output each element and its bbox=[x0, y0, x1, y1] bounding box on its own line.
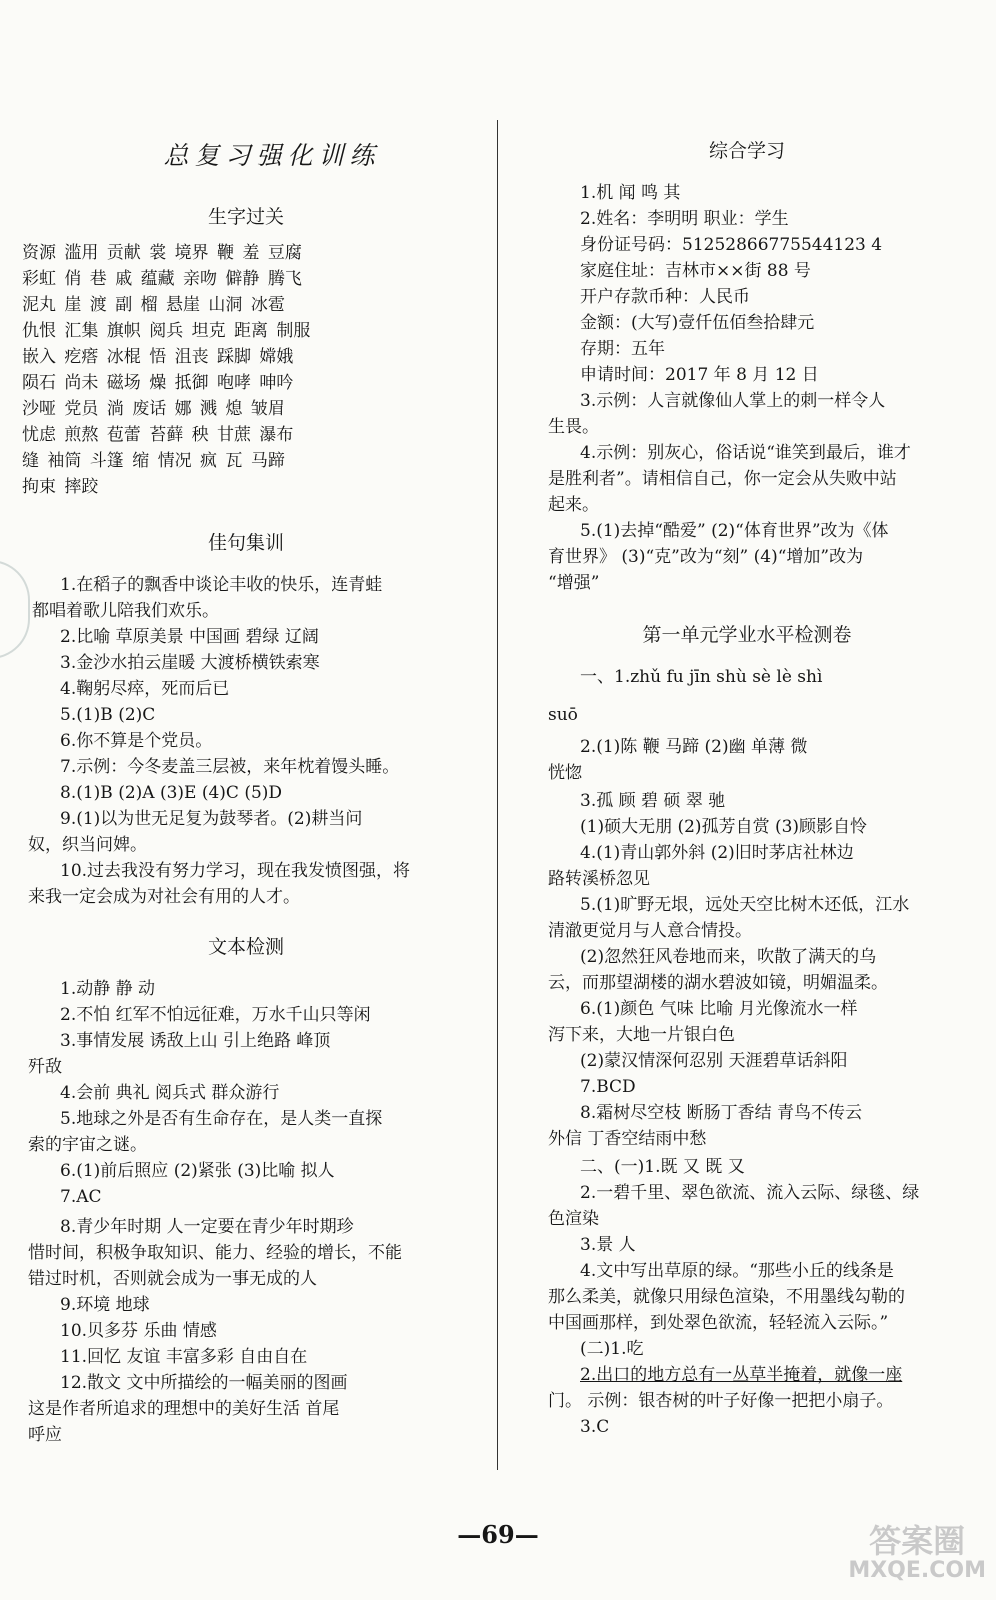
answer-line: 来我一定会成为对社会有用的人才。 bbox=[28, 887, 300, 907]
answer-line: 泻下来，大地一片银白色 bbox=[548, 1025, 735, 1045]
answer-line: 云，而那望湖楼的湖水碧波如镜，明媚温柔。 bbox=[548, 973, 888, 993]
answer-line-underlined: 2.出口的地方总有一丛草半掩着，就像一座 bbox=[580, 1365, 903, 1385]
answer-line: 3.景 人 bbox=[580, 1235, 636, 1255]
answer-line: 1.动静 静 动 bbox=[60, 979, 156, 999]
answer-line: 7.示例：今冬麦盖三层被，来年枕着馒头睡。 bbox=[60, 757, 400, 777]
chars-row: 嵌入 疙瘩 冰棍 悟 沮丧 踩脚 嫦娥 bbox=[22, 347, 294, 367]
answer-line: “增强” bbox=[548, 573, 600, 593]
answer-line: 5.地球之外是否有生命存在，是人类一直探 bbox=[60, 1109, 383, 1129]
page-title: 总复习强化训练 bbox=[163, 141, 381, 170]
answer-line: 5.(1)B (2)C bbox=[60, 705, 156, 725]
section-heading-shengzi: 生字过关 bbox=[207, 206, 284, 228]
answer-line: 是胜利者”。请相信自己，你一定会从失败中站 bbox=[548, 469, 897, 489]
answer-line: 4.(1)青山郭外斜 (2)旧时茅店社林边 bbox=[580, 843, 854, 863]
answer-line: 那么柔美，就像只用绿色渲染，不用墨线勾勒的 bbox=[548, 1287, 905, 1307]
answer-line: 10.贝多芬 乐曲 情感 bbox=[60, 1321, 217, 1341]
answer-line: 4.会前 典礼 阅兵式 群众游行 bbox=[60, 1083, 280, 1103]
section-heading-jiance: 第一单元学业水平检测卷 bbox=[642, 624, 852, 646]
chars-row: 泥丸 崖 渡 副 榴 悬崖 山洞 冰雹 bbox=[22, 295, 285, 315]
chars-row: 资源 滥用 贡献 裳 境界 鞭 羞 豆腐 bbox=[22, 243, 302, 263]
answer-line: 7.BCD bbox=[580, 1077, 636, 1097]
answer-line: (2)蒙汉情深何忍别 天涯碧草话斜阳 bbox=[580, 1051, 848, 1071]
chars-row: 拘束 摔跤 bbox=[22, 477, 99, 497]
chars-row: 仇恨 汇集 旗帜 阅兵 坦克 距离 制服 bbox=[22, 321, 311, 341]
section-heading-wenben: 文本检测 bbox=[207, 936, 284, 958]
chars-row: 沙哑 党员 淌 废话 娜 溅 熄 皱眉 bbox=[22, 399, 285, 419]
answer-line: 12.散文 文中所描绘的一幅美丽的图画 bbox=[60, 1373, 348, 1393]
answer-line: 歼敌 bbox=[28, 1057, 62, 1077]
watermark-line: MXQE.COM bbox=[848, 1558, 986, 1583]
answer-line: 家庭住址：吉林市××街 88 号 bbox=[580, 261, 811, 281]
answer-line: 3.示例：人言就像仙人掌上的刺一样令人 bbox=[580, 391, 886, 411]
answer-line: 生畏。 bbox=[548, 417, 599, 437]
answer-line: 一、1.zhǔ fu jīn shù sè lè shì bbox=[580, 667, 823, 687]
answer-line: 6.(1)前后照应 (2)紧张 (3)比喻 拟人 bbox=[60, 1161, 335, 1181]
watermark bbox=[848, 1522, 986, 1586]
answer-line: 8.(1)B (2)A (3)E (4)C (5)D bbox=[60, 783, 283, 803]
answer-line: 2.姓名：李明明 职业：学生 bbox=[580, 209, 789, 229]
answer-line: 5.(1)去掉“酷爱” (2)“体育世界”改为《体 bbox=[580, 521, 889, 541]
chars-row: 缝 袖筒 斗篷 缩 情况 疯 瓦 马蹄 bbox=[22, 451, 285, 471]
answer-line: 二、(一)1.既 又 既 又 bbox=[580, 1157, 745, 1177]
page-number: —69— bbox=[457, 1520, 539, 1549]
answer-line: 8.霜树尽空枝 断肠丁香结 青鸟不传云 bbox=[580, 1103, 863, 1123]
answer-line: 4.文中写出草原的绿。“那些小丘的线条是 bbox=[580, 1261, 894, 1281]
answer-line: 错过时机，否则就会成为一事无成的人 bbox=[28, 1269, 317, 1289]
section-heading-zonghe: 综合学习 bbox=[708, 140, 785, 162]
answer-line: 6.(1)颜色 气味 比喻 月光像流水一样 bbox=[580, 999, 858, 1019]
answer-line: 这是作者所追求的理想中的美好生活 首尾 bbox=[28, 1399, 340, 1419]
chars-row: 彩虹 俏 巷 戚 蕴藏 亲吻 僻静 腾飞 bbox=[22, 269, 302, 289]
answer-line: 2.不怕 红军不怕远征难，万水千山只等闲 bbox=[60, 1005, 371, 1025]
answer-line: 3.金沙水拍云崖暖 大渡桥横铁索寒 bbox=[60, 653, 320, 673]
answer-line: 4.示例：别灰心，俗话说“谁笑到最后，谁才 bbox=[580, 443, 911, 463]
answer-line: 9.(1)以为世无足复为鼓琴者。(2)耕当问 bbox=[60, 809, 363, 829]
answer-line: 惜时间，积极争取知识、能力、经验的增长，不能 bbox=[28, 1243, 402, 1263]
answer-line: 奴，织当问婢。 bbox=[28, 835, 147, 855]
answer-line: 呼应 bbox=[28, 1425, 62, 1445]
answer-line: 4.鞠躬尽瘁，死而后已 bbox=[60, 679, 230, 699]
answer-line: 开户存款币种：人民币 bbox=[580, 287, 750, 307]
chars-row: 忧虑 煎熬 苞蕾 苔藓 秧 甘蔗 瀑布 bbox=[22, 425, 294, 445]
answer-line: 3.事情发展 诱敌上山 引上绝路 峰顶 bbox=[60, 1031, 331, 1051]
answer-line: 1.机 闻 鸣 其 bbox=[580, 183, 681, 203]
answer-line: 索的宇宙之谜。 bbox=[28, 1135, 147, 1155]
answer-line: 3.孤 顾 碧 硕 翠 驰 bbox=[580, 791, 726, 811]
answer-line: 10.过去我没有努力学习，现在我发愤图强，将 bbox=[60, 861, 411, 881]
answer-line: 起来。 bbox=[548, 495, 599, 515]
answer-line: (1)硕大无朋 (2)孤芳自赏 (3)顾影自怜 bbox=[580, 817, 868, 837]
answer-line: 恍惚 bbox=[548, 763, 582, 783]
answer-line: 外信 丁香空结雨中愁 bbox=[548, 1129, 707, 1149]
answer-line: 8.青少年时期 人一定要在青少年时期珍 bbox=[60, 1217, 354, 1237]
answer-line: 申请时间：2017 年 8 月 12 日 bbox=[580, 365, 819, 385]
answer-line: 2.比喻 草原美景 中国画 碧绿 辽阔 bbox=[60, 627, 319, 647]
answer-line: 都唱着歌儿陪我们欢乐。 bbox=[32, 601, 219, 621]
answer-line: 清澈更觉月与人意合情投。 bbox=[548, 921, 752, 941]
chars-block bbox=[22, 240, 310, 500]
answer-line: 色渲染 bbox=[548, 1209, 599, 1229]
answer-line: suō bbox=[548, 705, 578, 725]
answer-line: 2.(1)陈 鞭 马蹄 (2)幽 单薄 微 bbox=[580, 737, 808, 757]
chars-row: 陨石 尚未 磁场 燥 抵御 咆哮 呻吟 bbox=[22, 373, 294, 393]
answer-line: 9.环境 地球 bbox=[60, 1295, 150, 1315]
answer-line: 1.在稻子的飘香中谈论丰收的快乐，连青蛙 bbox=[60, 575, 383, 595]
answer-line: 11.回忆 友谊 丰富多彩 自由自在 bbox=[60, 1347, 308, 1367]
answer-line: 2.一碧千里、翠色欲流、流入云际、绿毯、绿 bbox=[580, 1183, 920, 1203]
answer-line: 金额：(大写)壹仟伍佰叁拾肆元 bbox=[580, 313, 815, 333]
column-divider bbox=[497, 120, 498, 1470]
answer-line: 门。 示例：银杏树的叶子好像一把把小扇子。 bbox=[548, 1391, 894, 1411]
answer-line: 3.C bbox=[580, 1417, 610, 1437]
answer-line: (二)1.吃 bbox=[580, 1339, 644, 1359]
answer-line: 5.(1)旷野无垠，远处天空比树木还低，江水 bbox=[580, 895, 910, 915]
watermark-line: 答案圈 bbox=[869, 1522, 966, 1560]
answer-line: 路转溪桥忽见 bbox=[548, 869, 650, 889]
answer-line: 6.你不算是个党员。 bbox=[60, 731, 213, 751]
stamp-mark bbox=[0, 560, 30, 659]
answer-line: 7.AC bbox=[60, 1187, 102, 1207]
answer-line: 身份证号码：51252866775544123 4 bbox=[580, 235, 883, 255]
answer-line: 育世界》 (3)“克”改为“刻” (4)“增加”改为 bbox=[548, 547, 864, 567]
answer-line: (2)忽然狂风卷地而来，吹散了满天的乌 bbox=[580, 947, 877, 967]
answer-line: 存期：五年 bbox=[580, 339, 665, 359]
section-heading-jiaju: 佳句集训 bbox=[207, 532, 284, 554]
answer-line: 中国画那样，到处翠色欲流，轻轻流入云际。” bbox=[548, 1313, 889, 1333]
